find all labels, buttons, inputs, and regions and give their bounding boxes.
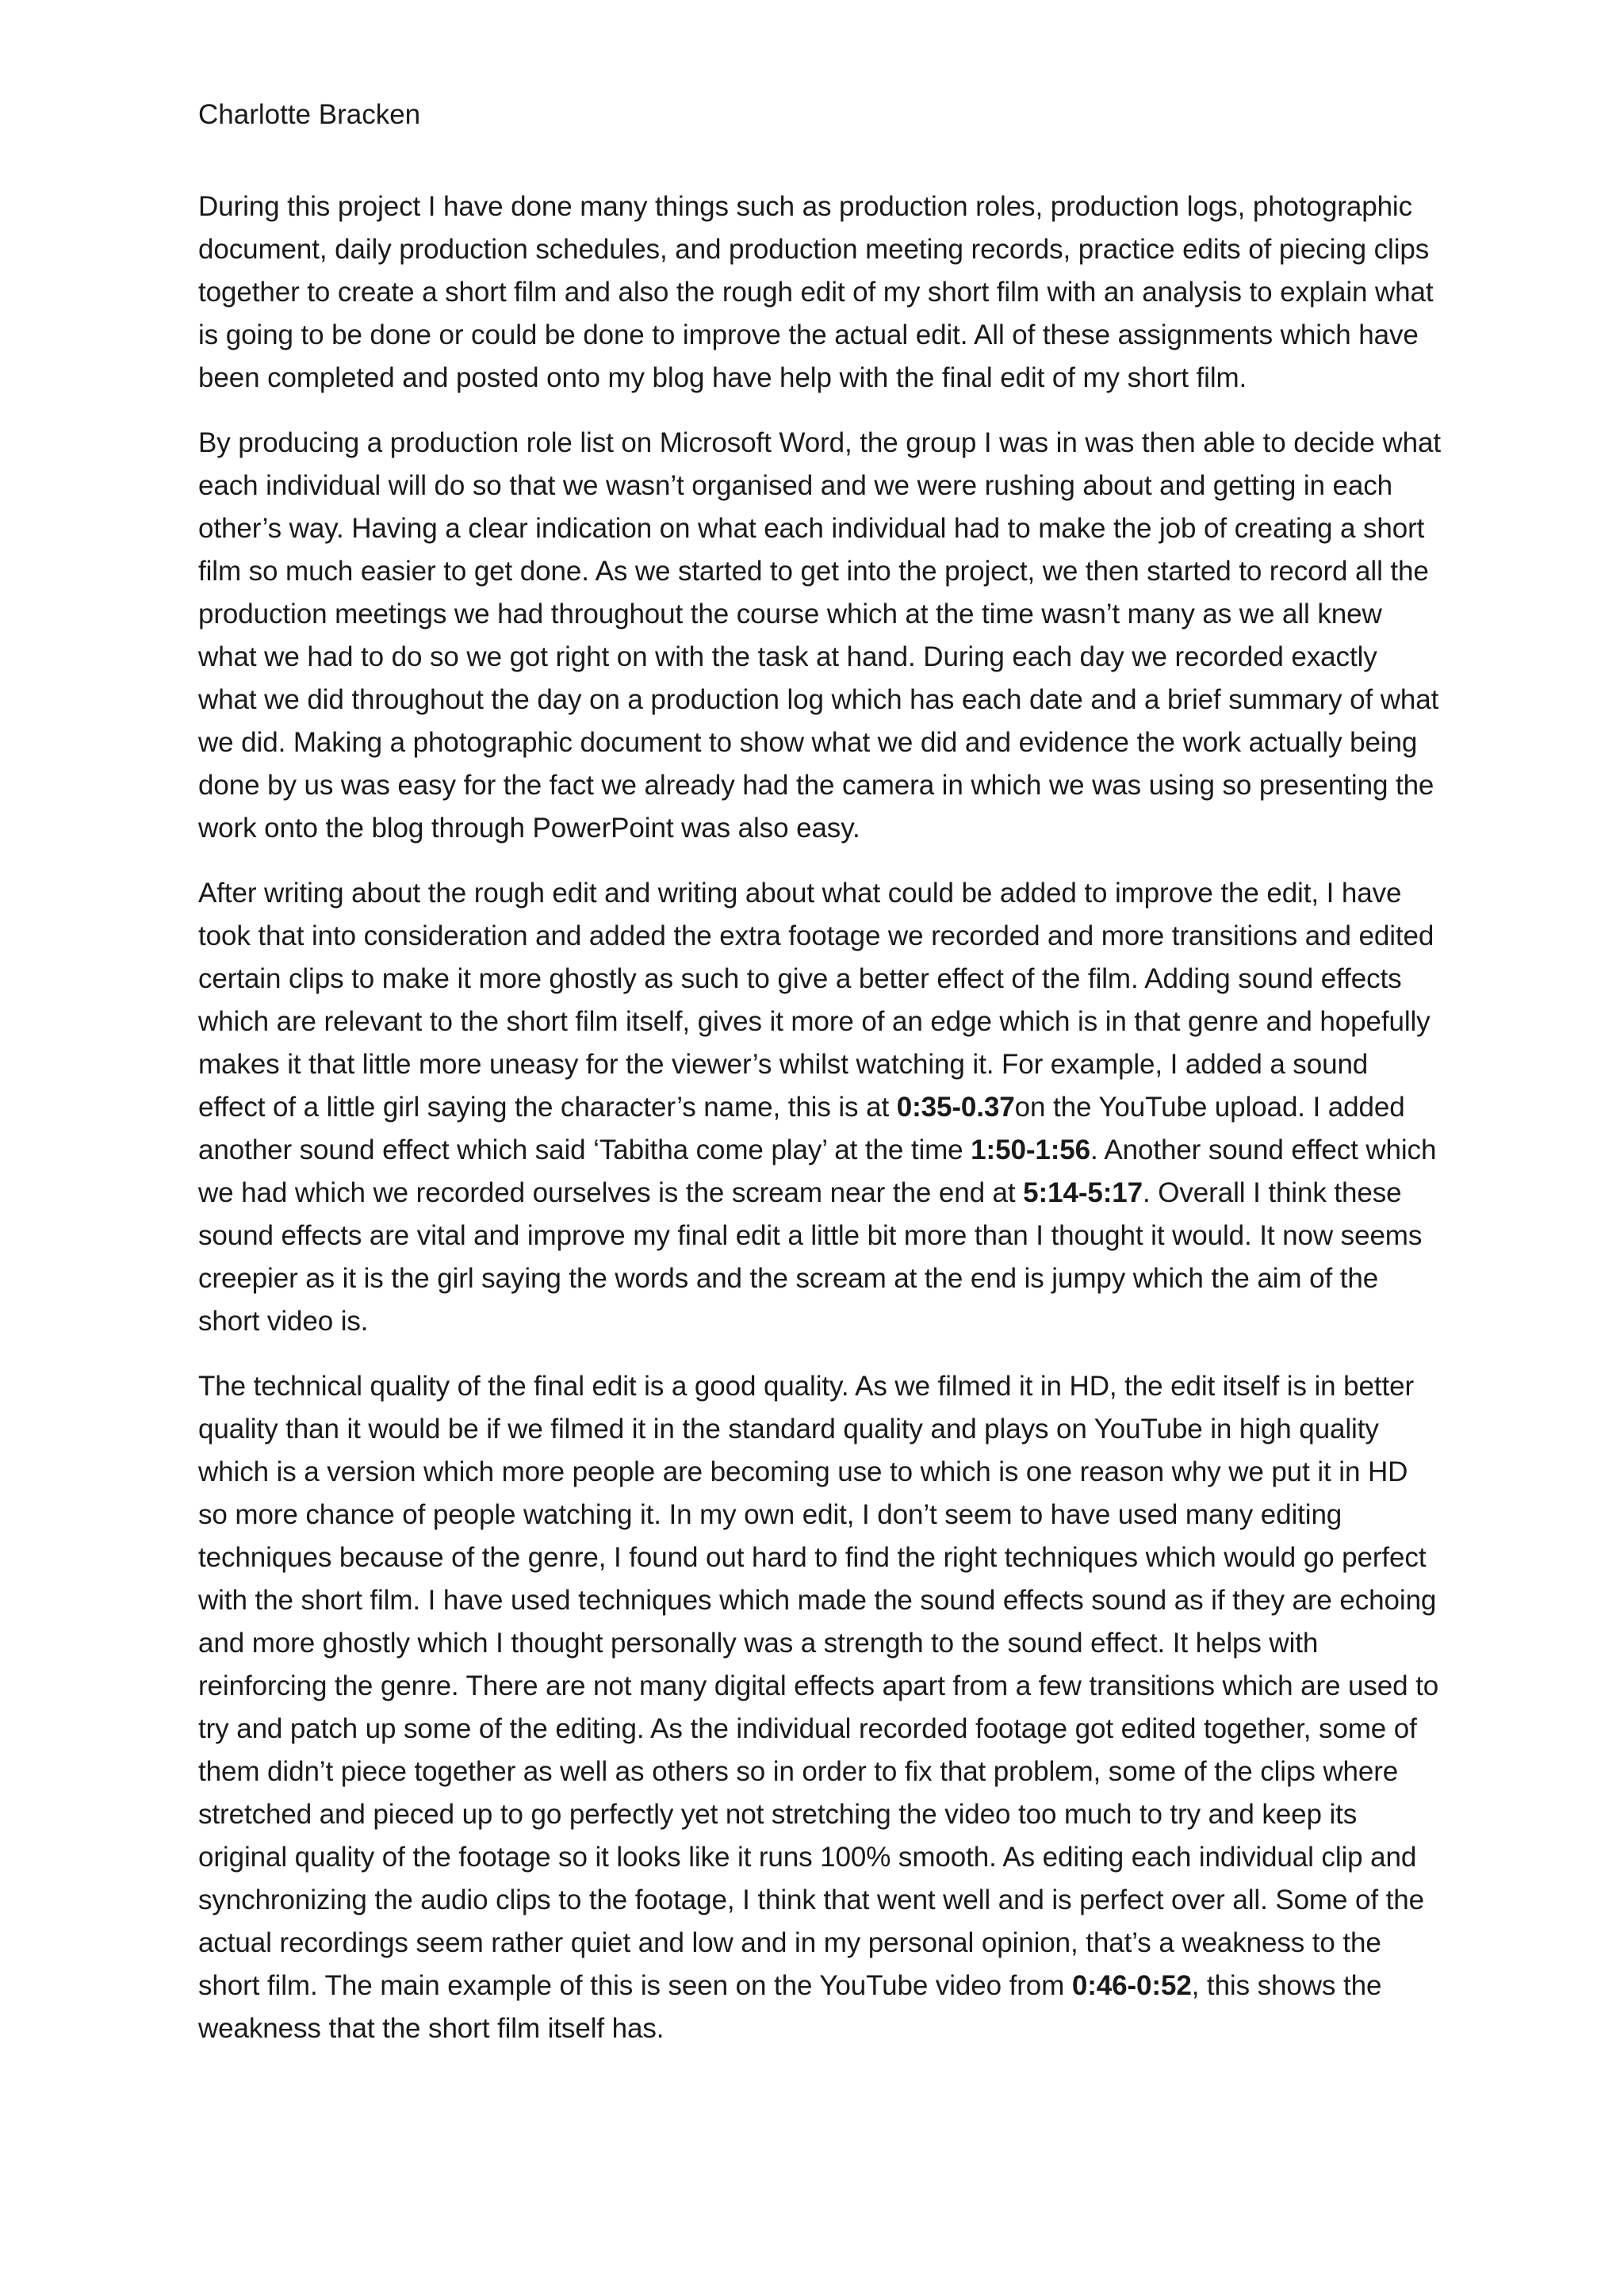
timestamp-weakness: 0:46-0:52 <box>1071 1970 1192 2001</box>
timestamp-girl-name: 0:35-0.37 <box>896 1092 1015 1123</box>
paragraph-production-roles <box>198 422 1442 850</box>
author-name: Charlotte Bracken <box>198 99 421 130</box>
paragraph-text: During this project I have done many things such as production roles, production logs, photographic document, daily production schedules, and production meeting records, practice edits of piecing clips together to create a short film and also the rough edit of my short film with an analysis to explain what is going to be done or could be done to improve the actual edit. All of these assignments which have been completed and posted onto my blog have help with the final edit of my short film. <box>198 191 1434 393</box>
paragraph-text: . Another sound effect which we had which we recorded ourselves is the scream near the end at <box>198 1135 1437 1208</box>
paragraph-text: . Overall I think these sound effects are vital and improve my final edit a little bit more than I thought it would. It now seems creepier as it is the girl saying the words and the scream at the end is jumpy which the aim of the short video is. <box>198 1177 1423 1337</box>
paragraph-overview <box>198 186 1442 400</box>
timestamp-scream: 5:14-5:17 <box>1023 1177 1143 1208</box>
paragraph-text: The technical quality of the final edit is a good quality. As we filmed it in HD, the edit itself is in better quality than it would be if we filmed it in the standard quality and plays on YouTube in high quality which is a version which more people are becoming use to which is one reason why we put it in HD so more chance of people watching it. In my own edit, I don’t seem to have used many editing techniques because of the genre, I found out hard to find the right techniques which would go perfect with the short film. I have used techniques which made the sound effects sound as if they are echoing and more ghostly which I thought personally was a strength to the sound effect. It helps with reinforcing the genre. There are not many digital effects apart from a few transitions which are used to try and patch up some of the editing. As the individual recorded footage got edited together, some of them didn’t piece together as well as others so in order to fix that problem, some of the clips where stretched and pieced up to go perfectly yet not stretching the video too much to try and keep its original quality of the footage so it looks like it runs 100% smooth. As editing each individual clip and synchronizing the audio clips to the footage, I think that went well and is perfect over all. Some of the actual recordings seem rather quiet and low and in my personal opinion, that’s a weakness to the short film. The main example of this is seen on the YouTube video from <box>198 1371 1439 2001</box>
paragraph-sound-effects <box>198 872 1442 1343</box>
paragraph-text: By producing a production role list on Microsoft Word, the group I was in was then able to decide what each individual will do so that we wasn’t organised and we were rushing about and getting in each other’s way. Having a clear indication on what each individual had to make the job of creating a short film so much easier to get done. As we started to get into the project, we then started to record all the production meetings we had throughout the course which at the time wasn’t many as we all knew what we had to do so we got right on with the task at hand. During each day we recorded exactly what we did throughout the day on a production log which has each date and a brief summary of what we did. Making a photographic document to show what we did and evidence the work actually being done by us was easy for the fact we already had the camera in which we was using so presenting the work onto the blog through PowerPoint was also easy. <box>198 427 1441 844</box>
timestamp-tabitha-come-play: 1:50-1:56 <box>971 1135 1091 1165</box>
paragraph-text: on the YouTube upload. I added another sound effect which said ‘Tabitha come play’ at the time <box>198 1092 1405 1165</box>
paragraph-technical-quality <box>198 1365 1442 2050</box>
paragraph-text: After writing about the rough edit and writing about what could be added to improve the edit, I have took that into consideration and added the extra footage we recorded and more transitions and edited certain clips to make it more ghostly as such to give a better effect of the film. Adding sound effects which are relevant to the short film itself, gives it more of an edge which is in that genre and hopefully makes it that little more uneasy for the viewer’s whilst watching it. For example, I added a sound effect of a little girl saying the character’s name, this is at <box>198 878 1434 1123</box>
paragraph-text: , this shows the weakness that the short film itself has. <box>198 1970 1382 2044</box>
